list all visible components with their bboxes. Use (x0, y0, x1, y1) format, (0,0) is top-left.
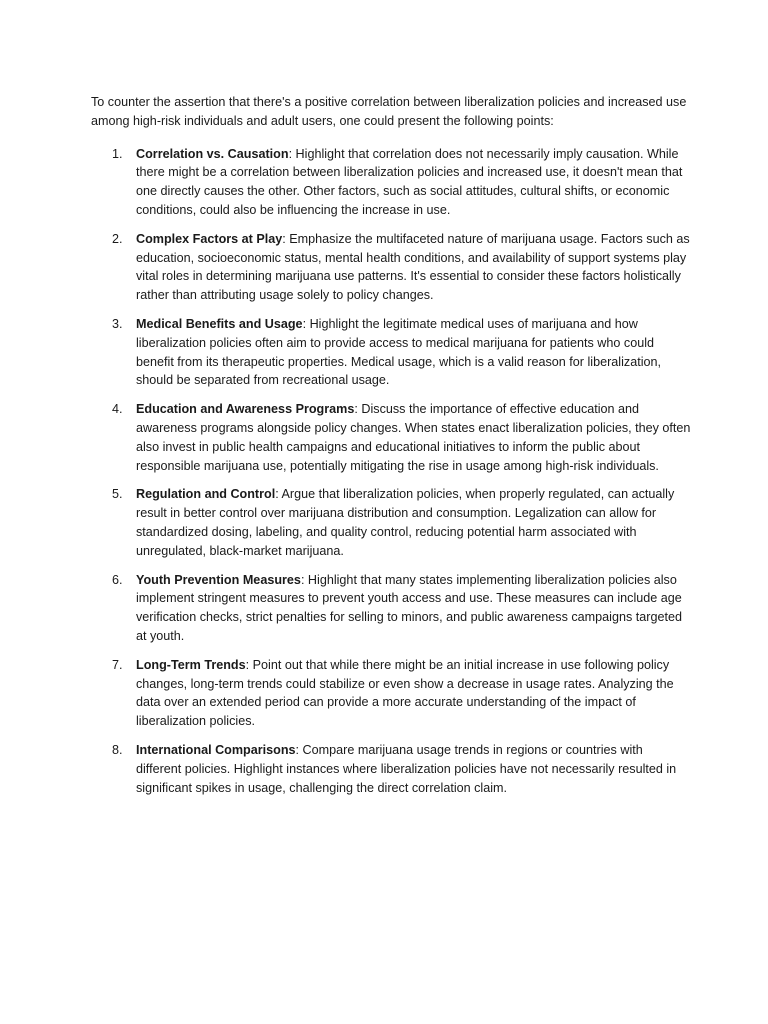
item-title: Medical Benefits and Usage (136, 316, 303, 331)
item-number: 6. (112, 572, 123, 587)
document-page (91, 93, 691, 807)
item-title: Correlation vs. Causation (136, 146, 289, 161)
list-item (91, 485, 691, 560)
item-text: : Argue that liberalization policies, when properly regulated, can actually result in better control over marijuana distribution and consumption. Legalization can allow for standardized dosing, labeling, and quality control, reducing potential harm associated with unregulated, black-market marijuana. (136, 487, 675, 558)
item-title: Youth Prevention Measures (136, 572, 301, 587)
list-item (91, 656, 691, 731)
item-number: 2. (112, 231, 123, 246)
list-item (91, 315, 691, 390)
item-number: 5. (112, 487, 123, 502)
list-item (91, 571, 691, 646)
item-text: : Compare marijuana usage trends in regions or countries with different policies. Highlight instances where liberalization policies have not necessarily resulted in significant spikes in usage, challenging the direct correlation claim. (136, 742, 677, 795)
item-text: : Point out that while there might be an initial increase in use following policy changes, long-term trends could stabilize or even show a decrease in usage rates. Analyzing the data over an extended period can provide a more accurate understanding of the impact of liberalization policies. (136, 657, 674, 729)
item-text: : Highlight that correlation does not necessarily imply causation. While there might be a correlation between liberalization policies and increased use, it doesn't mean that one directly causes the other. Other factors, such as social attitudes, cultural shifts, or economic conditions, could also be influencing the increase in use. (136, 146, 683, 217)
item-text: : Emphasize the multifaceted nature of marijuana usage. Factors such as education, socioeconomic status, mental health conditions, and availability of support systems play vital roles in determining marijuana use patterns. It's essential to consider these factors holistically rather than attributing usage solely to policy changes. (136, 231, 690, 303)
item-title: Complex Factors at Play (136, 231, 283, 246)
item-text: : Discuss the importance of effective education and awareness programs alongside policy changes. When states enact liberalization policies, they often also invest in public health campaigns and educational initiatives to inform the public about responsible marijuana use, potentially mitigating the rise in usage among high-risk individuals. (136, 402, 691, 473)
item-number: 4. (112, 402, 123, 417)
item-title: Education and Awareness Programs (136, 402, 355, 417)
list-item (91, 741, 691, 797)
list-item (91, 145, 691, 220)
item-title: Long-Term Trends (136, 657, 246, 672)
intro-paragraph: To counter the assertion that there's a positive correlation between liberalization policies and increased use among high-risk individuals and adult users, one could present the following points: (91, 95, 687, 128)
list-item (91, 400, 691, 475)
item-text: : Highlight that many states implementing liberalization policies also implement stringent measures to prevent youth access and use. These measures can include age verification checks, strict penalties for selling to minors, and public awareness campaigns targeted at youth. (136, 572, 682, 643)
list-item (91, 230, 691, 305)
item-number: 7. (112, 657, 123, 672)
item-text: : Highlight the legitimate medical uses of marijuana and how liberalization policies often aim to provide access to medical marijuana for patients who could benefit from its therapeutic properties. Medical usage, which is a valid reason for liberalization, should be separated from recreational usage. (136, 316, 662, 388)
points-list (91, 145, 691, 798)
item-title: International Comparisons (136, 742, 296, 757)
item-number: 3. (112, 316, 123, 331)
item-number: 1. (112, 146, 123, 161)
item-title: Regulation and Control (136, 487, 276, 502)
item-number: 8. (112, 742, 123, 757)
